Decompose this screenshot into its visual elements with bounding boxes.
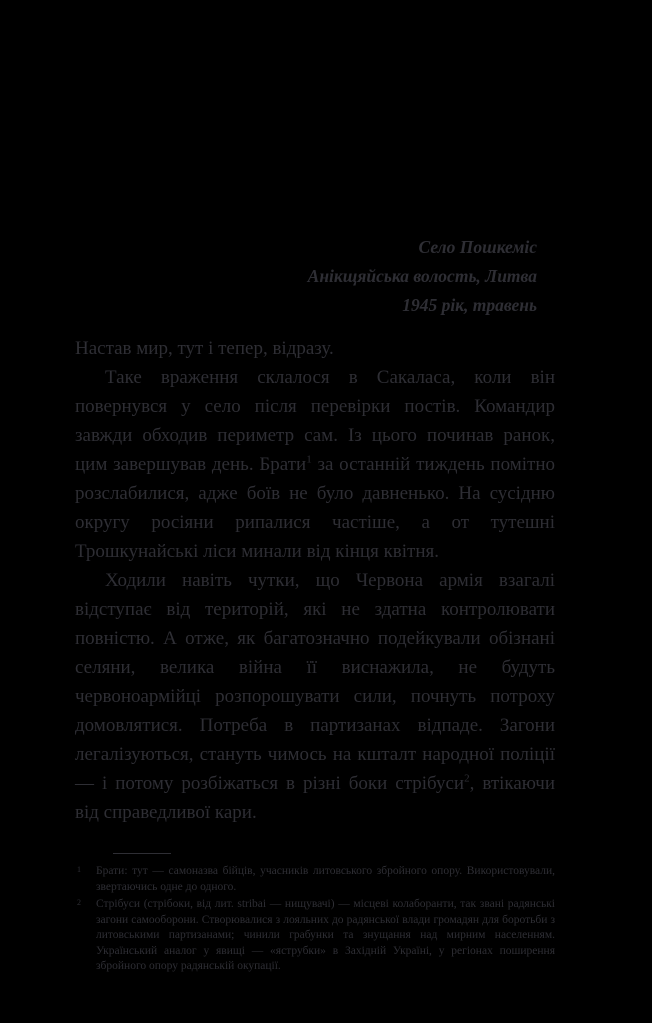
footnotes <box>75 864 555 975</box>
paragraph <box>75 363 555 566</box>
footnote-number: 1 <box>77 865 81 874</box>
paragraph-text: за останній тиждень помітно розслабилися, адже боїв не було давненько. На сусідню округу росіяни рипалися частіше, а от тутешні Трошкунайські ліси минали від кінця квітня. <box>75 454 555 562</box>
paragraph <box>75 334 555 363</box>
scene-heading <box>75 233 555 320</box>
page-content <box>75 0 555 977</box>
scene-location: Село Пошкеміс <box>418 237 537 257</box>
footnote-item <box>75 897 555 975</box>
footnote-separator <box>113 853 171 854</box>
footnote-reference: 2 <box>464 772 470 785</box>
paragraph <box>75 566 555 827</box>
paragraph-text: Ходили навіть чутки, що Червона армія взагалі відступає від територій, які не здатна контролювати повністю. А отже, як багатозначно подейкували обізнані селяни, велика війна її виснажила, не будуть червоноармійці розпорошувати сили, почнуть потроху домовлятися. Потреба в партизанах відпаде. Загони легалізуються, стануть чимось на кшталт народної поліції — і потому розбіжаться в різні боки стрібуси <box>75 570 555 794</box>
scene-region: Анікщяйська волость, Литва <box>307 266 537 286</box>
footnote-number: 2 <box>77 898 81 907</box>
scene-date: 1945 рік, травень <box>402 295 537 315</box>
paragraph-text: , втікаючи від справедливої кари. <box>75 773 555 823</box>
paragraph-text: Настав мир, тут і тепер, відразу. <box>75 338 334 359</box>
footnote-text: Брати: тут — самоназва бійців, учасників литовського збройного опору. Використовували, звертаючись одне до одного. <box>96 865 555 893</box>
body-text <box>75 334 555 827</box>
footnote-text: Стрібуси (стрібоки, від лит. stribai — нищувачі) — місцеві колаборанти, так звані радянські загони самооборони. Створювалися з лояльних до радянської влади громадян для боротьби з литовськими партизанами; чинили грабунки та знущання над мирним населенням. Український аналог у явищі — «яструбки» в Західній Україні, у регіонах поширення збройного опору радянській окупації. <box>96 898 555 972</box>
footnote-reference: 1 <box>306 453 312 466</box>
paragraph-text: Таке враження склалося в Сакаласа, коли він повернувся у село після перевірки постів. Командир завжди обходив периметр сам. Із цього починав ранок, цим завершував день. Брати <box>75 367 555 475</box>
footnote-item <box>75 864 555 895</box>
